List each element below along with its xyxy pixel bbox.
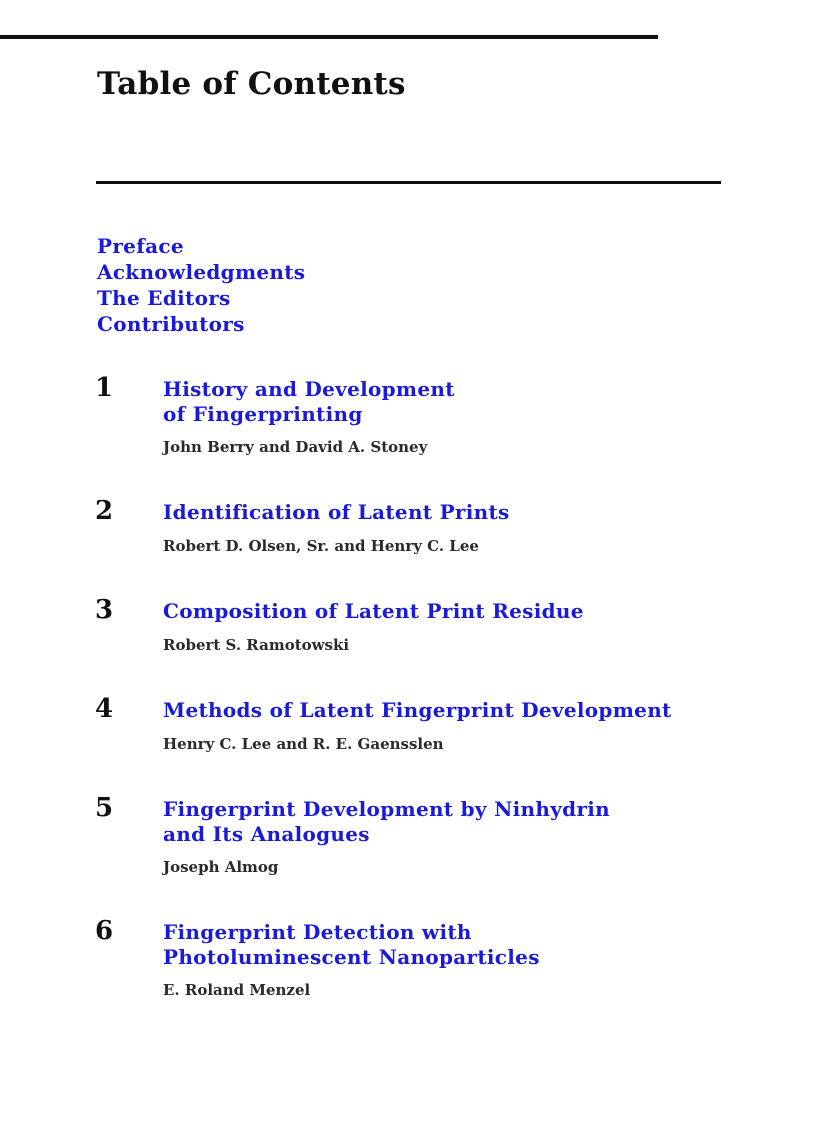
chapter-title-line: Photoluminescent Nanoparticles [163, 945, 540, 969]
chapter-title-line: History and Development [163, 377, 455, 401]
chapter-title-link[interactable] [163, 797, 723, 847]
chapter-number: 4 [95, 694, 114, 724]
chapter-title-line: Methods of Latent Fingerprint Development [163, 698, 672, 722]
chapter-number: 5 [95, 793, 114, 823]
chapter-authors: Henry C. Lee and R. E. Gaensslen [163, 735, 444, 753]
chapter-authors: Joseph Almog [163, 858, 279, 876]
chapter-entry-4 [95, 694, 735, 793]
chapter-number: 3 [95, 595, 114, 625]
chapter-number: 6 [95, 916, 114, 946]
front-matter-item-acknowledgments[interactable]: Acknowledgments [97, 260, 306, 284]
chapter-title-link[interactable] [163, 500, 723, 525]
chapter-title-line: Identification of Latent Prints [163, 500, 510, 524]
page-title: Table of Contents [97, 66, 406, 102]
chapter-entry-5 [95, 793, 735, 916]
front-matter-list [97, 233, 305, 337]
front-matter-item-contributors[interactable]: Contributors [97, 312, 245, 336]
title-divider [96, 181, 721, 184]
chapter-title-link[interactable] [163, 920, 723, 970]
chapter-entry-6 [95, 916, 735, 1039]
chapter-title-link[interactable] [163, 377, 723, 427]
chapter-list [95, 373, 735, 1039]
chapter-authors: Robert S. Ramotowski [163, 636, 350, 654]
chapter-entry-1 [95, 373, 735, 496]
chapter-entry-3 [95, 595, 735, 694]
chapter-title-line: Fingerprint Detection with [163, 920, 472, 944]
chapter-number: 2 [95, 496, 114, 526]
chapter-title-line: Fingerprint Development by Ninhydrin [163, 797, 611, 821]
chapter-authors: John Berry and David A. Stoney [163, 438, 428, 456]
chapter-title-link[interactable] [163, 698, 723, 723]
chapter-authors: Robert D. Olsen, Sr. and Henry C. Lee [163, 537, 479, 555]
chapter-authors: E. Roland Menzel [163, 981, 311, 999]
top-rule [0, 35, 658, 39]
chapter-entry-2 [95, 496, 735, 595]
front-matter-item-editors[interactable]: The Editors [97, 286, 231, 310]
chapter-title-link[interactable] [163, 599, 723, 624]
chapter-title-line: of Fingerprinting [163, 402, 363, 426]
front-matter-item-preface[interactable]: Preface [97, 234, 184, 258]
chapter-title-line: Composition of Latent Print Residue [163, 599, 584, 623]
chapter-title-line: and Its Analogues [163, 822, 370, 846]
chapter-number: 1 [95, 373, 114, 403]
